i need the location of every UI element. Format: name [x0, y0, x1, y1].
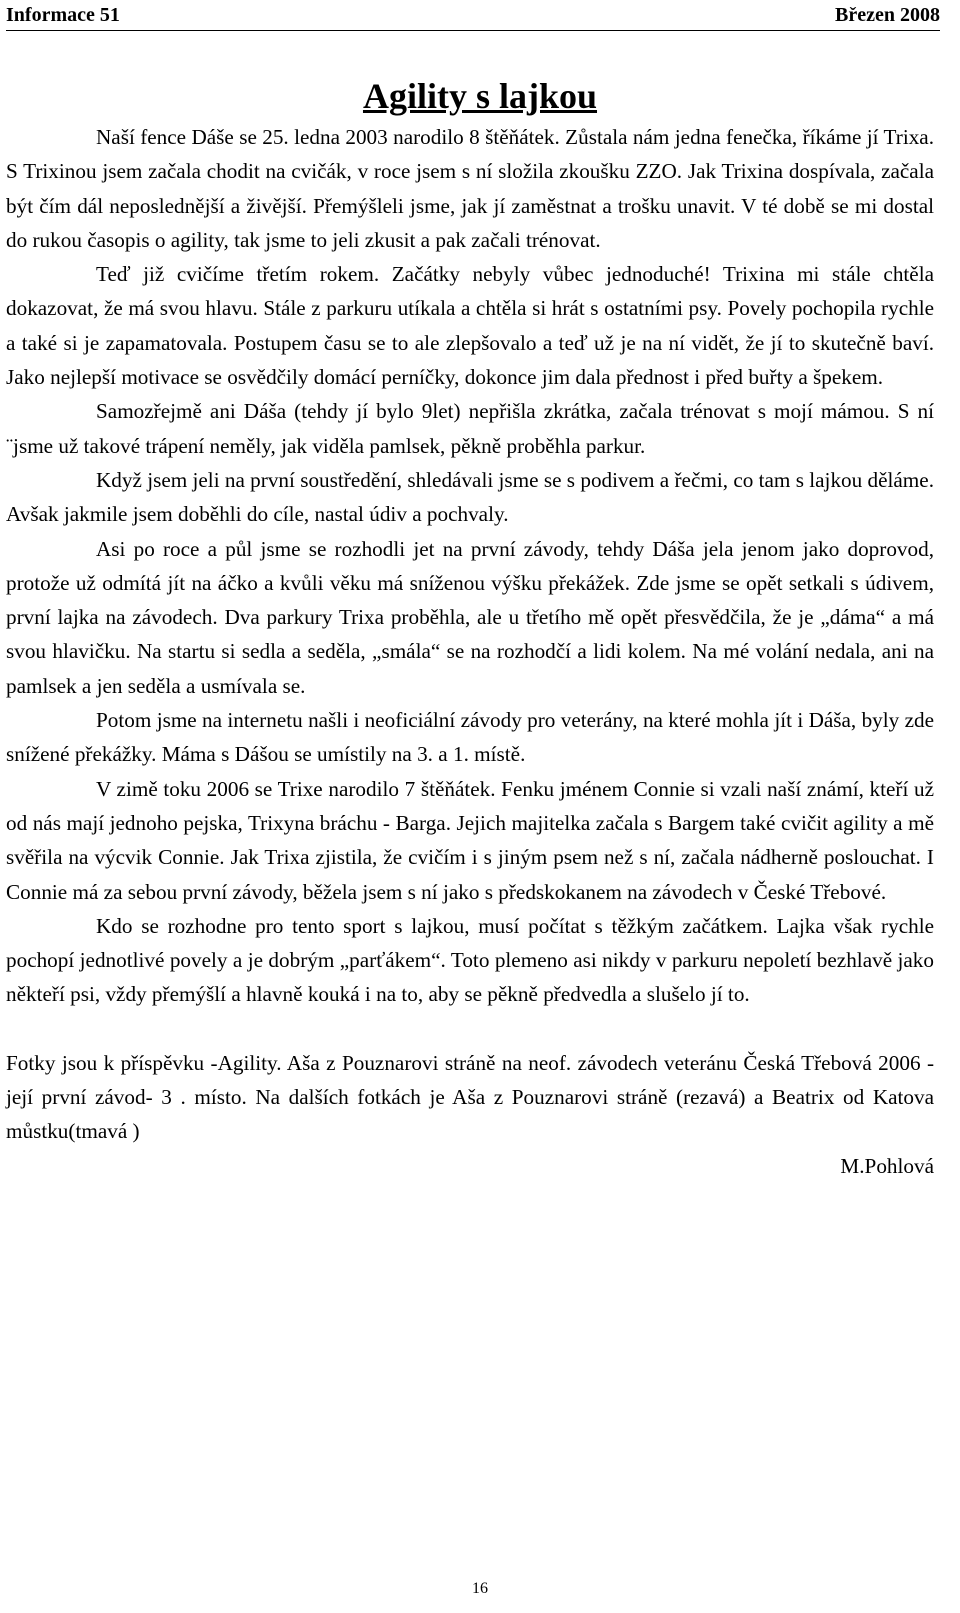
publication-date: Březen 2008 [835, 4, 940, 26]
article-body [6, 120, 934, 1183]
author-signature: M.Pohlová [840, 1153, 934, 1178]
paragraph: Potom jsme na internetu našli i neoficiální závody pro veterány, na které mohla jít i Dáša, byly zde snížené překážky. Máma s Dášou se umístily na 3. a 1. místě. [6, 708, 934, 767]
paragraph: Kdo se rozhodne pro tento sport s lajkou, musí počítat s těžkým začátkem. Lajka však rychle pochopí jednotlivé povely a je dobrým „parťákem“. Toto plemeno asi nikdy v parkuru nepoletí bezhlavě jako někteří psi, vždy přemýšlí a hlavně kouká i na to, aby se pěkně předvedla a slušelo jí to. [6, 913, 934, 1007]
paragraph: Teď již cvičíme třetím rokem. Začátky nebyly vůbec jednoduché! Trixina mi stále chtěla dokazovat, že má svou hlavu. Stále z parkuru utíkala a chtěla si hrát s ostatními psy. Povely pochopila rychle a také si je zapamatovala. Postupem času se to ale zlepšovalo a teď už je na ní vidět, že jí to skutečně baví. Jako nejlepší motivace se osvědčily domácí perníčky, dokonce jim dala přednost i před buřty a špekem. [6, 262, 934, 390]
paragraph: Naší fence Dáše se 25. ledna 2003 narodilo 8 štěňátek. Zůstala nám jedna fenečka, říkáme jí Trixa. S Trixinou jsem začala chodit na cvičák, v roce jsem s ní složila zkoušku ZZO. Jak Trixina dospívala, začala být čím dál neposlednější a živější. Přemýšleli jsme, jak jí zaměstnat a trošku unavit. V té době se mi dostal do rukou časopis o agility, tak jsme to jeli zkusit a pak začali trénovat. [6, 125, 934, 252]
article-title: Agility s lajkou [362, 76, 598, 116]
paragraph: Samozřejmě ani Dáša (tehdy jí bylo 9let) nepřišla zkrátka, začala trénovat s mojí mámou. S ní ¨jsme už takové trápení neměly, jak viděla pamlsek, pěkně proběhla parkur. [6, 399, 934, 458]
paragraph: Asi po roce a půl jsme se rozhodli jet na první závody, tehdy Dáša jela jenom jako doprovod, protože už odmítá jít na áčko a kvůli věku má sníženou výšku překážek. Zde jsme se opět setkali s údivem, první lajka na závodech. Dva parkury Trixa proběhla, ale u třetího mě opět přesvědčila, že je „dáma“ a má svou hlavičku. Na startu si sedla a seděla, „smála“ se na rozhodčí a lidi kolem. Na mé volání nedala, ani na pamlsek a jen seděla a usmívala se. [6, 536, 934, 698]
publication-issue: Informace 51 [6, 4, 120, 26]
paragraph: V zimě toku 2006 se Trixe narodilo 7 štěňátek. Fenku jménem Connie si vzali naší známí, kteří už od nás mají jednoho pejska, Trixyna bráchu - Barga. Jejich majitelka začala s Bargem také cvičit agility a mě svěřila na výcvik Connie. Jak Trixa zjistila, že cvičím i s jiným psem než s ní, začala nádherně poslouchat. I Connie má za sebou první závody, běžela jsem s ní jako s předskokanem na závodech v České Třebové. [6, 776, 934, 904]
photo-note: Fotky jsou k příspěvku -Agility. Aša z Pouznarovi stráně na neof. závodech veteránu Česká Třebová 2006 - její první závod- 3 . místo. Na dalších fotkách je Aša z Pouznarovi stráně (rezavá) a Beatrix od Katova můstku(tmavá ) [6, 1050, 934, 1144]
page-number: 16 [472, 1580, 488, 1597]
spacer [6, 1012, 934, 1046]
paragraph: Když jsem jeli na první soustředění, shledávali jsme se s podivem a řečmi, co tam s lajkou děláme. Avšak jakmile jsem doběhli do cíle, nastal údiv a pochvaly. [6, 467, 934, 527]
page-header [6, 2, 940, 31]
